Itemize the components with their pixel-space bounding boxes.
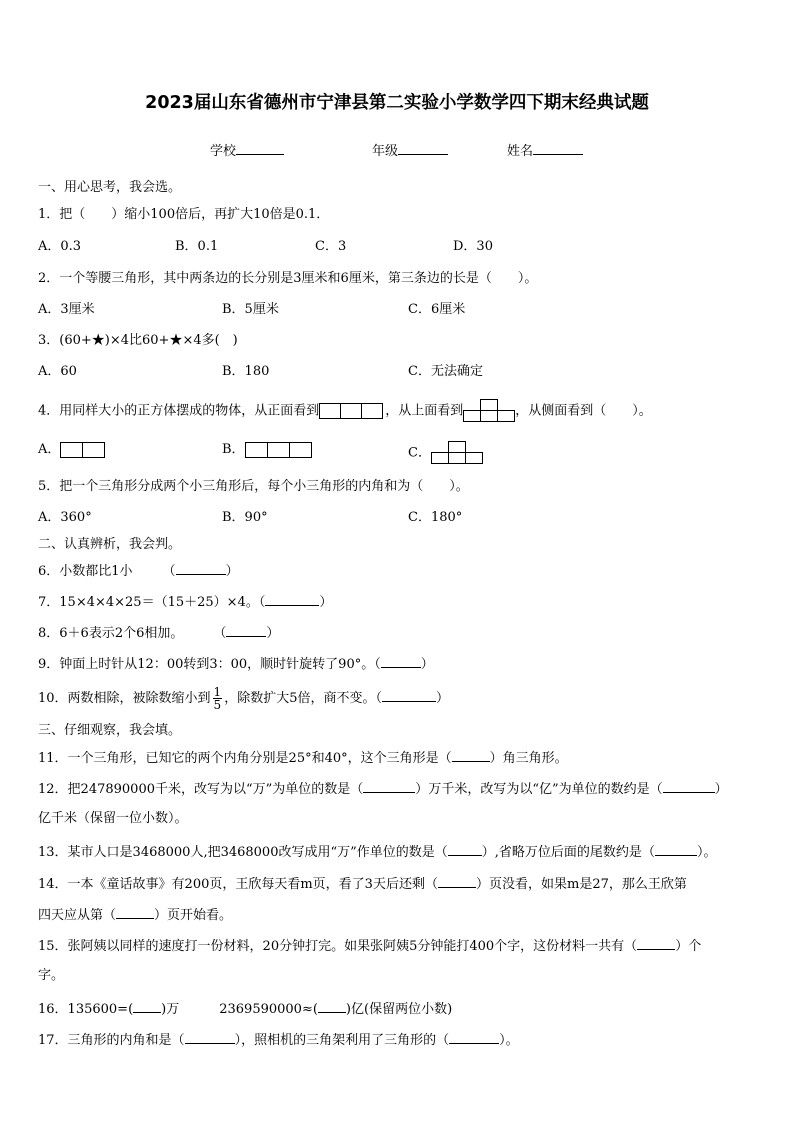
question-3: 3．(60+★)×4比60+★×4多( ) <box>38 333 238 348</box>
section-3-heading: 三、仔细观察，我会填。 <box>38 723 182 738</box>
question-1: 1．把（ ）缩小100倍后，再扩大10倍是0.1． <box>38 207 330 222</box>
three-square-figure <box>245 442 313 458</box>
section-2-heading: 二、认真辨析，我会判。 <box>38 537 182 552</box>
q17-answer-blank-1[interactable] <box>185 1030 235 1044</box>
question-13: 13．某市人口是3468000人,把3468000改写成用“万”作单位的数是（ ）,省略万位后面的尾数约是（ ）。 <box>38 842 716 862</box>
question-17: 17．三角形的内角和是（ ），照相机的三角架利用了三角形的（ ）。 <box>38 1030 519 1050</box>
q1-option-b[interactable]: B．0.1 <box>175 239 219 254</box>
q17-answer-blank-2[interactable] <box>449 1030 499 1044</box>
fraction-one-fifth: $\frac{1}{5}$ <box>213 685 222 712</box>
q15-answer-blank[interactable] <box>637 936 675 950</box>
q16-answer-blank-2[interactable] <box>318 999 346 1013</box>
q4-option-c[interactable]: C． <box>408 441 483 465</box>
q12-answer-blank-2[interactable] <box>663 779 715 793</box>
grade-field[interactable]: 年级 <box>372 140 448 159</box>
front-view-figure <box>319 403 385 419</box>
q3-option-a[interactable]: A．60 <box>38 364 77 379</box>
q2-option-c[interactable]: C．6厘米 <box>408 302 466 317</box>
q4-option-b[interactable]: B． <box>222 441 313 459</box>
q1-option-c[interactable]: C．3 <box>315 239 347 254</box>
q3-option-b[interactable]: B．180 <box>222 364 270 379</box>
question-2: 2．一个等腰三角形，其中两条边的长分别是3厘米和6厘米，第三条边的长是（ ）。 <box>38 271 538 286</box>
q12-answer-blank-1[interactable] <box>363 779 415 793</box>
q9-answer-blank[interactable] <box>381 654 421 668</box>
q11-answer-blank[interactable] <box>452 748 490 762</box>
question-12-cont: 亿千米（保留一位小数）。 <box>38 811 188 826</box>
section-1-heading: 一、用心思考，我会选。 <box>38 180 182 195</box>
q5-option-a[interactable]: A．360° <box>38 510 92 525</box>
q5-option-b[interactable]: B．90° <box>222 510 268 525</box>
question-7: 7．15×4×4×25＝（15＋25）×4。（ ） <box>38 592 332 612</box>
q4-option-a[interactable]: A． <box>38 441 106 459</box>
page-title: 2023届山东省德州市宁津县第二实验小学数学四下期末经典试题 <box>145 93 649 113</box>
question-16: 16．135600=( )万 2369590000≈( )亿(保留两位小数) <box>38 999 452 1019</box>
question-14: 14．一本《童话故事》有200页，王欣每天看m页，看了3天后还剩（ ）页没看，如果m是27，那么王欣第 <box>38 874 687 894</box>
q3-option-c[interactable]: C．无法确定 <box>408 364 483 379</box>
q5-option-c[interactable]: C．180° <box>408 510 463 525</box>
q14-answer-blank-1[interactable] <box>438 874 476 888</box>
q2-option-a[interactable]: A．3厘米 <box>38 302 95 317</box>
question-15-cont: 字。 <box>38 968 65 983</box>
t-shape-figure <box>431 441 483 465</box>
q16-answer-blank-1[interactable] <box>133 999 161 1013</box>
question-9: 9．钟面上时针从12：00转到3：00，顺时针旋转了90°。（ ） <box>38 654 434 674</box>
two-square-figure <box>60 442 106 458</box>
question-5: 5．把一个三角形分成两个小三角形后，每个小三角形的内角和为（ ）。 <box>38 479 469 494</box>
school-field[interactable]: 学校 <box>210 140 284 159</box>
q1-option-d[interactable]: D．30 <box>453 239 493 254</box>
q14-answer-blank-2[interactable] <box>116 905 154 919</box>
q2-option-b[interactable]: B．5厘米 <box>222 302 279 317</box>
q8-answer-blank[interactable] <box>226 623 266 637</box>
q1-option-a[interactable]: A．0.3 <box>38 239 82 254</box>
q13-answer-blank-2[interactable] <box>655 842 697 856</box>
question-14-cont: 四天应从第（ ）页开始看。 <box>38 905 232 925</box>
question-10: 10．两数相除，被除数缩小到 $\frac{1}{5}$ ，除数扩大5倍，商不变。（ ） <box>38 685 449 712</box>
question-4: 4．用同样大小的正方体摆成的物体，从正面看到 ，从上面看到 ，从侧面看到（ ）。 <box>38 399 652 423</box>
question-6: 6．小数都比1小 （ ） <box>38 561 239 581</box>
q6-answer-blank[interactable] <box>176 561 226 575</box>
question-15: 15．张阿姨以同样的速度打一份材料，20分钟打完。如果张阿姨5分钟能打400个字，这份材料一共有（ ）个 <box>38 936 701 956</box>
question-8: 8．6＋6表示2个6相加。 （ ） <box>38 623 279 643</box>
q13-answer-blank-1[interactable] <box>448 842 482 856</box>
top-view-figure <box>463 399 515 423</box>
name-field[interactable]: 姓名 <box>507 140 583 159</box>
question-11: 11．一个三角形，已知它的两个内角分别是25°和40°，这个三角形是（ ）角三角形。 <box>38 748 568 768</box>
q10-answer-blank[interactable] <box>382 688 436 702</box>
question-12: 12．把247890000千米，改写为以“万”为单位的数是（ ）万千米，改写为以“亿”为单位的数约是（ ） <box>38 779 728 799</box>
q7-answer-blank[interactable] <box>265 592 319 606</box>
